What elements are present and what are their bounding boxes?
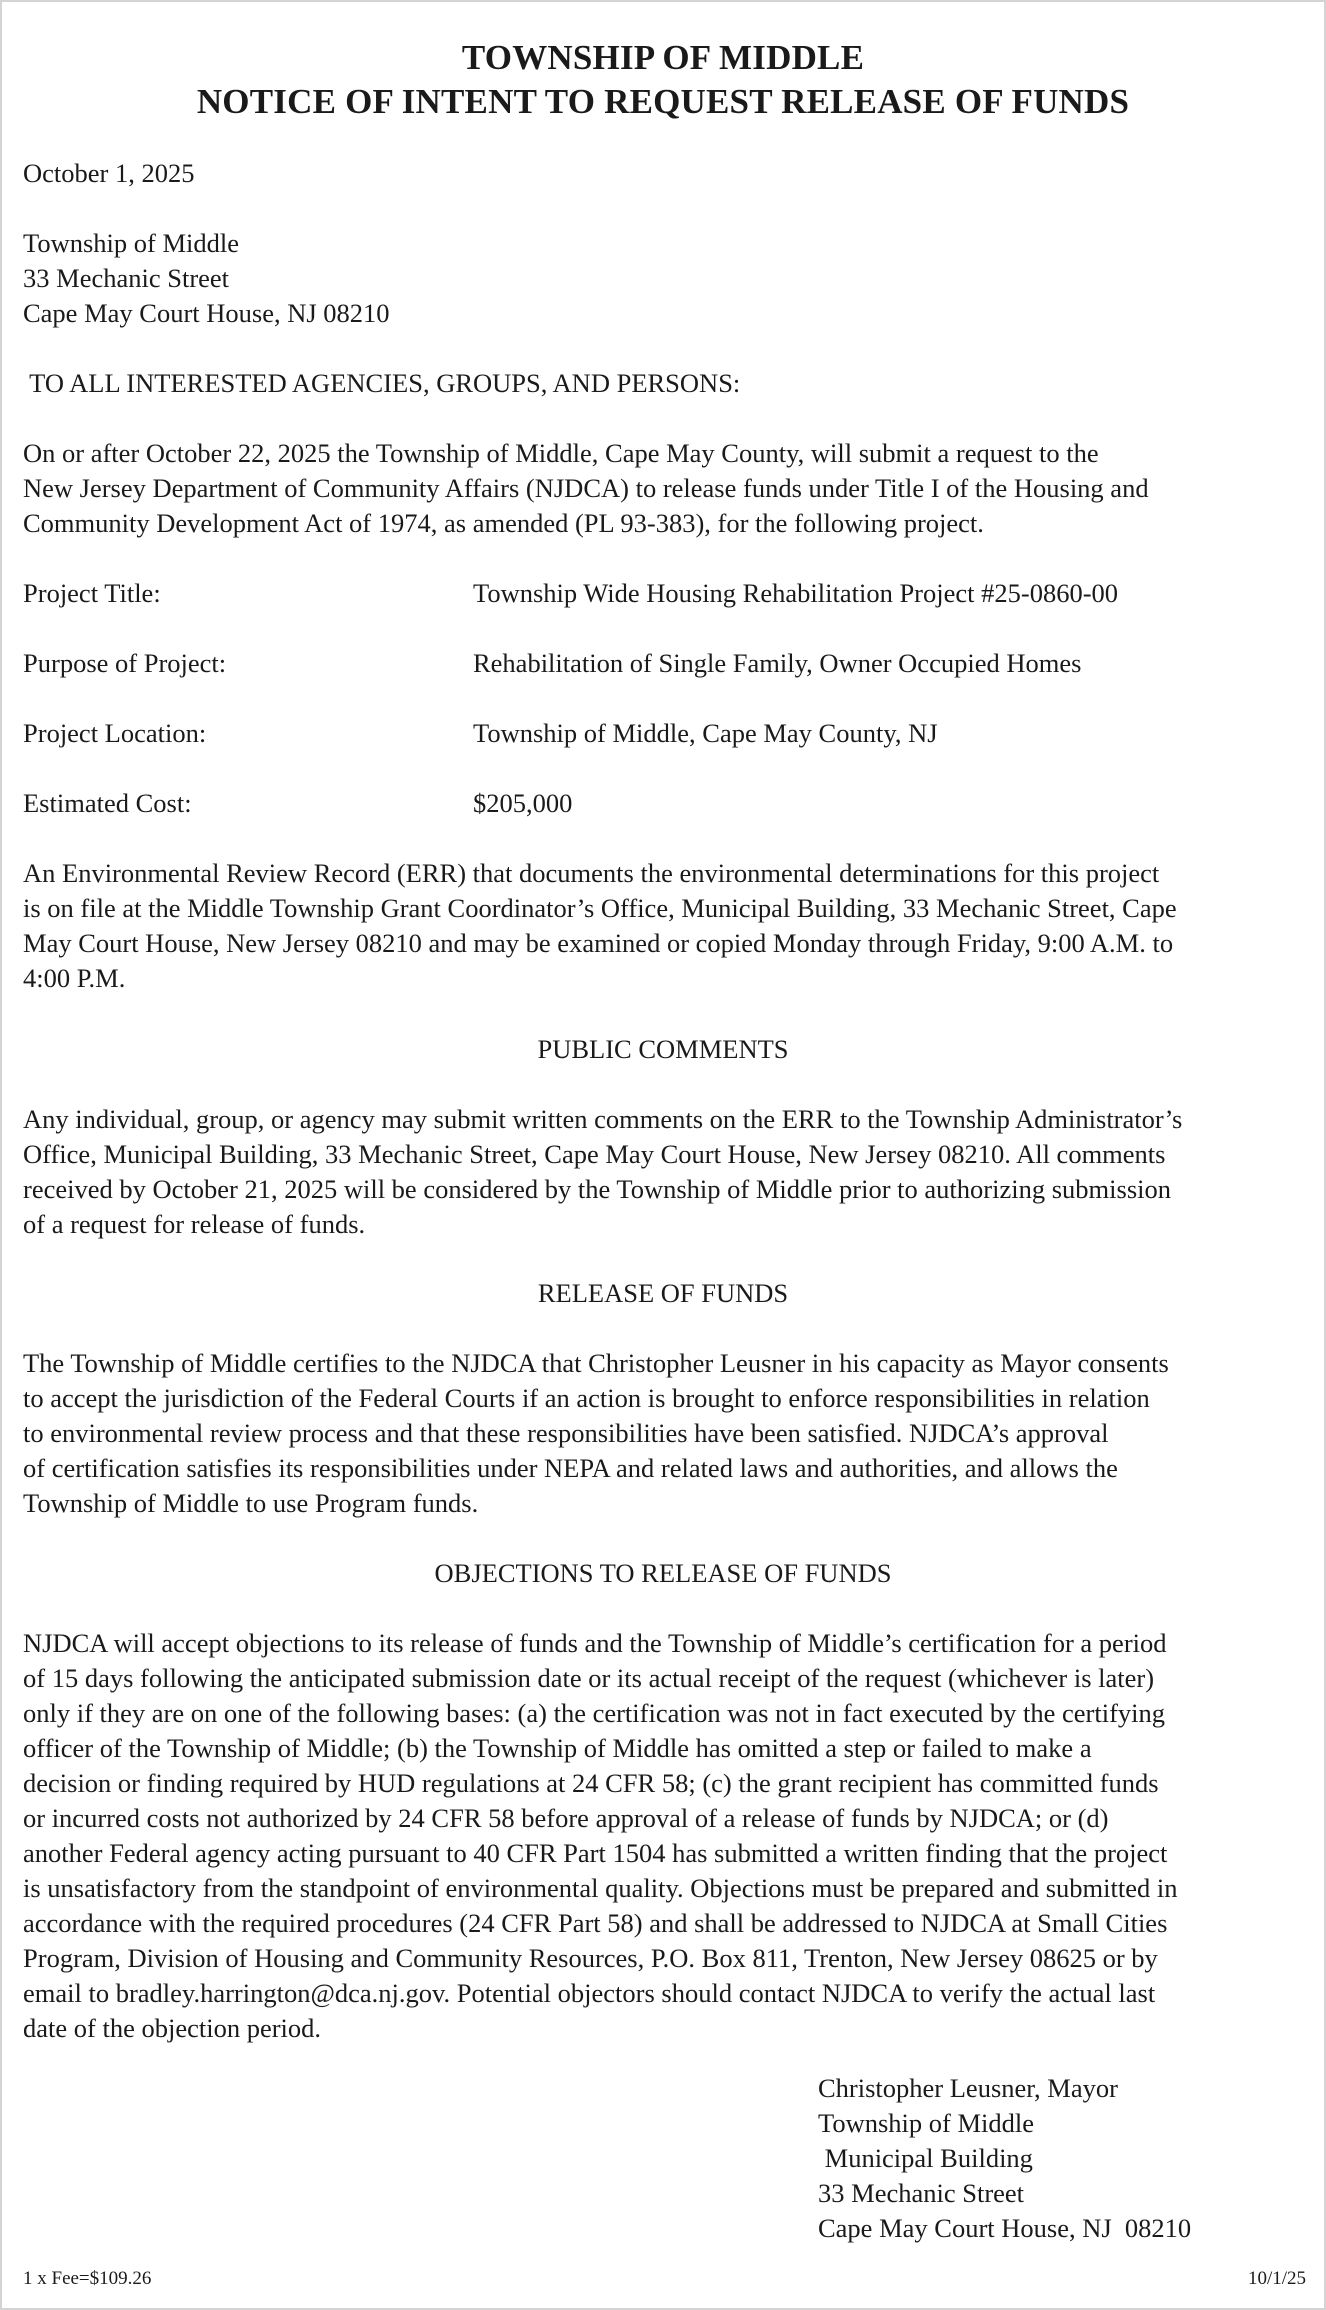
objections-line: of 15 days following the anticipated submission date or its actual receipt of the request (whichever is later): [23, 1663, 1155, 1693]
notice-title-township: TOWNSHIP OF MIDDLE: [461, 38, 865, 77]
objections-line: officer of the Township of Middle; (b) the Township of Middle has omitted a step or failed to make a: [23, 1733, 1092, 1763]
project-purpose-value: Rehabilitation of Single Family, Owner Occupied Homes: [473, 648, 1082, 678]
signature-line: Cape May Court House, NJ 08210: [818, 2213, 1192, 2243]
err-line: An Environmental Review Record (ERR) that documents the environmental determinations for this project: [23, 858, 1160, 888]
notice-header: [2, 36, 1324, 124]
signature-line: Township of Middle: [818, 2108, 1035, 2138]
public-comments-heading: PUBLIC COMMENTS: [537, 1034, 789, 1064]
release-line: to environmental review process and that these responsibilities have been satisfied. NJDCA’s approval: [23, 1418, 1109, 1448]
salutation: TO ALL INTERESTED AGENCIES, GROUPS, AND PERSONS:: [23, 368, 741, 398]
objections-line: Program, Division of Housing and Community Resources, P.O. Box 811, Trenton, New Jersey 08625 or by: [23, 1943, 1158, 1973]
intro-line: New Jersey Department of Community Affairs (NJDCA) to release funds under Title I of the Housing and: [23, 473, 1149, 503]
notice-date: October 1, 2025: [23, 158, 195, 188]
release-of-funds-paragraph: [23, 1346, 1169, 1521]
release-line: The Township of Middle certifies to the NJDCA that Christopher Leusner in his capacity as Mayor consents: [23, 1348, 1169, 1378]
signature-name: Christopher Leusner, Mayor: [818, 2073, 1118, 2103]
objections-line: is unsatisfactory from the standpoint of environmental quality. Objections must be prepared and submitted in: [23, 1873, 1178, 1903]
release-of-funds-heading: RELEASE OF FUNDS: [537, 1278, 789, 1308]
objections-line: NJDCA will accept objections to its release of funds and the Township of Middle’s certification for a period: [23, 1628, 1167, 1658]
err-paragraph: [23, 856, 1177, 996]
err-line: 4:00 P.M.: [23, 963, 126, 993]
intro-line: On or after October 22, 2025 the Township of Middle, Cape May County, will submit a request to the: [23, 438, 1099, 468]
objections-heading: OBJECTIONS TO RELEASE OF FUNDS: [434, 1558, 892, 1588]
public-comments-line: received by October 21, 2025 will be considered by the Township of Middle prior to authorizing submission: [23, 1174, 1171, 1204]
address-line-2: 33 Mechanic Street: [23, 263, 230, 293]
release-line: to accept the jurisdiction of the Federal Courts if an action is brought to enforce responsibilities in relation: [23, 1383, 1150, 1413]
project-location-label: Project Location:: [23, 718, 207, 748]
signature-block: [818, 2071, 1191, 2246]
notice-title-main: NOTICE OF INTENT TO REQUEST RELEASE OF FUNDS: [196, 82, 1130, 121]
public-comments-line: Any individual, group, or agency may submit written comments on the ERR to the Township Administrator’s: [23, 1104, 1183, 1134]
public-comments-line: Office, Municipal Building, 33 Mechanic Street, Cape May Court House, New Jersey 08210. All comments: [23, 1139, 1166, 1169]
objections-paragraph: [23, 1626, 1177, 2046]
objections-line: email to bradley.harrington@dca.nj.gov. Potential objectors should contact NJDCA to verify the actual last: [23, 1978, 1156, 2008]
signature-line: 33 Mechanic Street: [818, 2178, 1025, 2208]
public-comments-line: of a request for release of funds.: [23, 1209, 366, 1239]
address-line-1: Township of Middle: [23, 228, 240, 258]
project-purpose-label: Purpose of Project:: [23, 648, 227, 678]
intro-line: Community Development Act of 1974, as amended (PL 93-383), for the following project.: [23, 508, 984, 538]
public-comments-paragraph: [23, 1102, 1182, 1242]
objections-line: only if they are on one of the following bases: (a) the certification was not in fact executed by the certifying: [23, 1698, 1166, 1728]
address-line-3: Cape May Court House, NJ 08210: [23, 298, 390, 328]
release-line: of certification satisfies its responsibilities under NEPA and related laws and authorities, and allows the: [23, 1453, 1118, 1483]
project-location-value: Township of Middle, Cape May County, NJ: [473, 718, 938, 748]
err-line: is on file at the Middle Township Grant Coordinator’s Office, Municipal Building, 33 Mechanic Street, Cape: [23, 893, 1177, 923]
objections-line: date of the objection period.: [23, 2013, 322, 2043]
err-line: May Court House, New Jersey 08210 and may be examined or copied Monday through Friday, 9:00 A.M. to: [23, 928, 1174, 958]
release-line: Township of Middle to use Program funds.: [23, 1488, 479, 1518]
signature-line: Municipal Building: [818, 2143, 1033, 2173]
estimated-cost-value: $205,000: [473, 788, 573, 818]
objections-line: another Federal agency acting pursuant to 40 CFR Part 1504 has submitted a written finding that the project: [23, 1838, 1168, 1868]
project-title-label: Project Title:: [23, 578, 161, 608]
footer-fee: 1 x Fee=$109.26: [23, 2268, 152, 2289]
objections-line: decision or finding required by HUD regulations at 24 CFR 58; (c) the grant recipient has committed funds: [23, 1768, 1159, 1798]
estimated-cost-label: Estimated Cost:: [23, 788, 192, 818]
project-title-value: Township Wide Housing Rehabilitation Project #25-0860-00: [473, 578, 1119, 608]
objections-line: accordance with the required procedures (24 CFR Part 58) and shall be addressed to NJDCA at Small Cities: [23, 1908, 1168, 1938]
footer-date: 10/1/25: [1247, 2268, 1306, 2289]
intro-paragraph: [23, 436, 1149, 541]
objections-line: or incurred costs not authorized by 24 CFR 58 before approval of a release of funds by NJDCA; or (d): [23, 1803, 1109, 1833]
